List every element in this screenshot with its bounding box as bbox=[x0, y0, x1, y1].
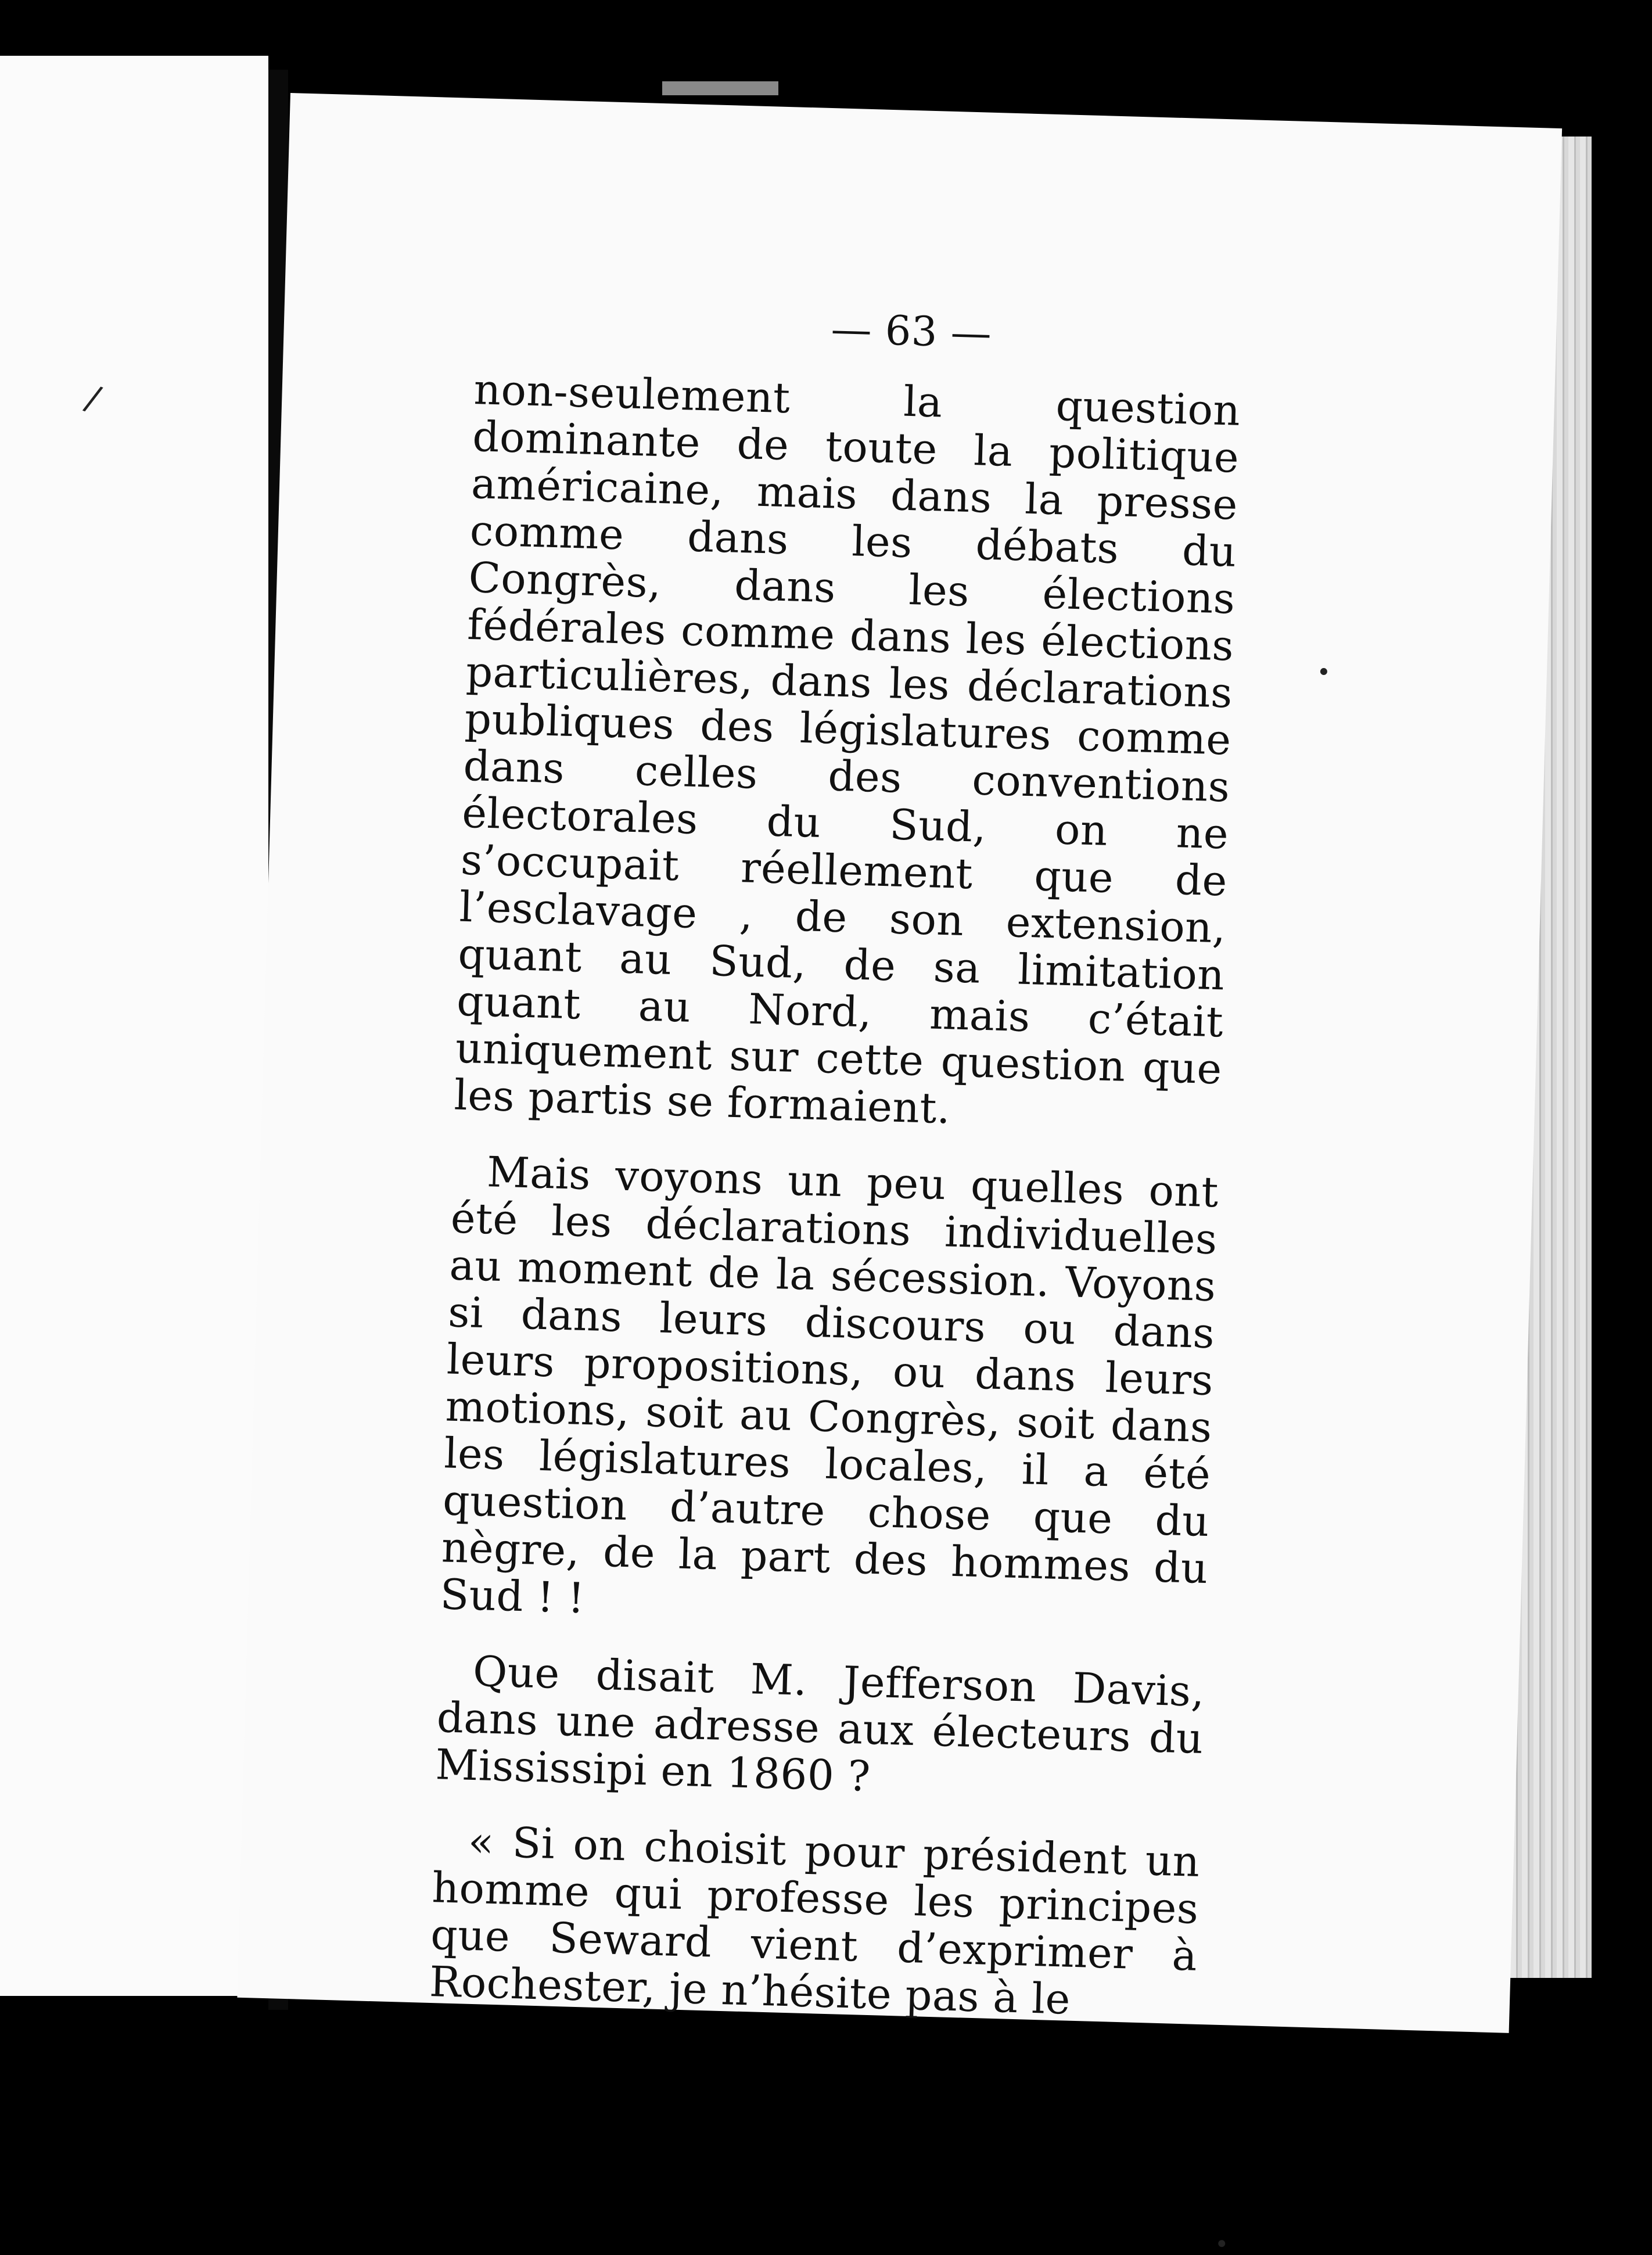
book-page bbox=[237, 93, 1562, 2033]
margin-mark: / bbox=[80, 377, 106, 420]
page-content bbox=[429, 296, 1243, 2027]
left-page-edge bbox=[0, 56, 268, 1996]
speck bbox=[1320, 668, 1327, 675]
paragraph-2: Mais voyons un peu quelles ont été les déclarations individuelles au moment de la sécession. Voyons si dans leurs discours ou dans leurs propositions, ou dans leurs motions, soit au Congrès, soit dans les législatures locales, il a été question d’autre chose que du nègre, de la part des hommes du Sud ! ! bbox=[439, 1147, 1219, 1623]
speck bbox=[1218, 2240, 1225, 2247]
paragraph-3: Que disait M. Jefferson Davis, dans une adresse aux électeurs du Mississipi en 1860 ? bbox=[434, 1646, 1205, 1801]
page-number: — 63 — bbox=[830, 305, 993, 357]
paragraph-1: non-seulement la question dominante de toute la politique américaine, mais dans la presse comme dans les débats du Congrès, dans les élections fédérales comme dans les élections particulières, dans les déclarations publiques des législatures comme dans celles des conventions électorales du Sud, on ne s’occupait réellement que de l’esclavage , de son extension, quant au Sud, de sa limitation quant au Nord, mais c’était uniquement sur cette question que les partis se formaient. bbox=[453, 365, 1241, 1133]
paragraph-4: « Si on choisit pour président un homme qui professe les principes que Seward vient d’exprimer à Rochester, je n’hésite pas à le bbox=[429, 1816, 1201, 2024]
page-tab bbox=[662, 81, 778, 95]
